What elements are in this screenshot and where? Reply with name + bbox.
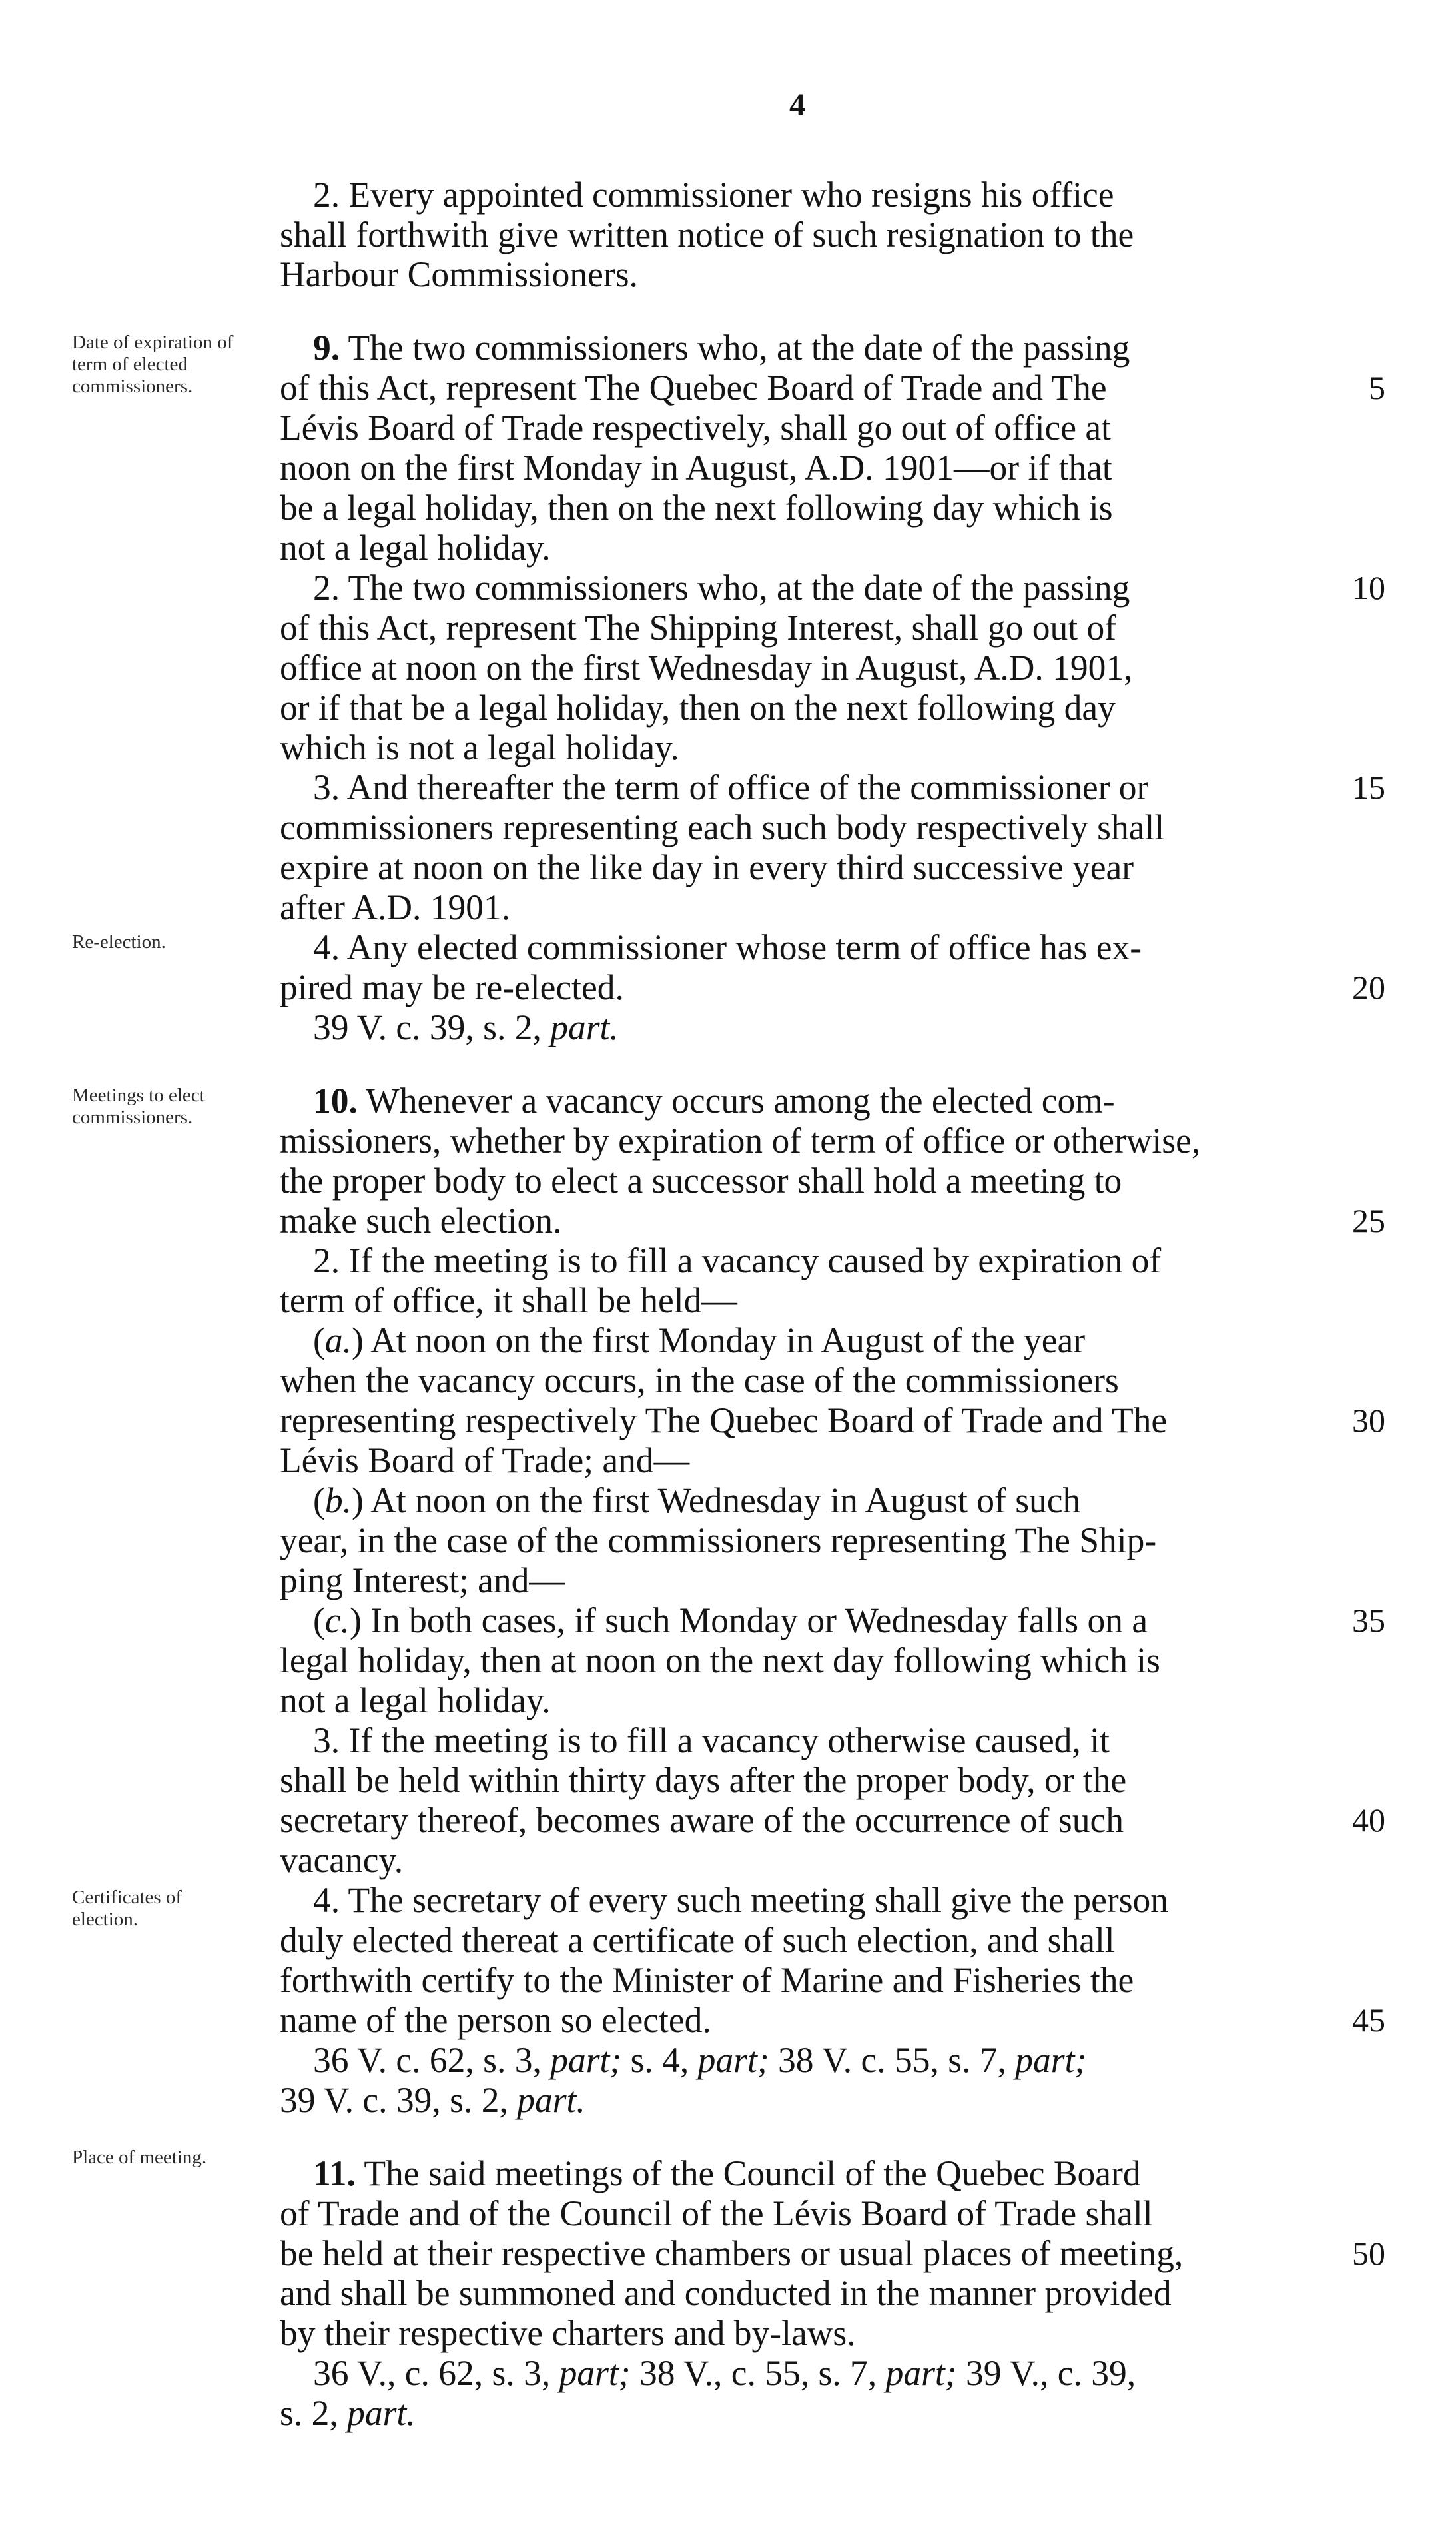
text-line: shall be held within thirty days after the proper body, or the [280, 1760, 1127, 1800]
section-10-heading-line [313, 1081, 1332, 1121]
text-fragment: 39 V. c. 39, s. 2, [280, 2080, 518, 2120]
text-line: name of the person so elected. [280, 2000, 711, 2040]
line-number: 5 [1369, 369, 1385, 406]
text-line: not a legal holiday. [280, 1680, 551, 1720]
text-fragment: b. [324, 1480, 352, 1520]
line-number: 45 [1352, 2001, 1385, 2039]
text-line: legal holiday, then at noon on the next day following which is [280, 1640, 1160, 1680]
text-line: of this Act, represent The Shipping Interest, shall go out of [280, 608, 1117, 648]
margin-note-date-of-expiration: Date of expiration of term of elected commissioners. [72, 332, 234, 397]
text-line: representing respectively The Quebec Board of Trade and The [280, 1400, 1168, 1440]
line-number: 25 [1352, 1202, 1385, 1239]
text-fragment: part. [347, 2393, 416, 2433]
text-fragment: Whenever a vacancy occurs among the elected com- [357, 1081, 1115, 1121]
text-line: office at noon on the first Wednesday in August, A.D. 1901, [280, 648, 1133, 688]
citation-line [313, 2040, 1332, 2081]
text-line: shall forthwith give written notice of such resignation to the [280, 215, 1134, 254]
text-fragment: ) At noon on the first Monday in August of the year [351, 1320, 1086, 1360]
text-line: 2. The two commissioners who, at the date of the passing [313, 568, 1130, 608]
text-line: term of office, it shall be held— [280, 1280, 737, 1320]
section-number: 9. [313, 328, 340, 368]
text-line: of Trade and of the Council of the Lévis Board of Trade shall [280, 2193, 1153, 2233]
text-line: 2. Every appointed commissioner who resigns his office [313, 175, 1114, 215]
text-line: 3. And thereafter the term of office of the commissioner or [313, 767, 1149, 807]
text-fragment: 36 V. c. 62, s. 3, [313, 2040, 551, 2080]
line-number: 30 [1352, 1402, 1385, 1439]
text-line: or if that be a legal holiday, then on the next following day [280, 688, 1116, 728]
text-line: 4. The secretary of every such meeting shall give the person [313, 1880, 1169, 1920]
text-line: not a legal holiday. [280, 528, 551, 568]
text-line: ping Interest; and— [280, 1560, 565, 1600]
text-line: noon on the first Monday in August, A.D. 1901—or if that [280, 448, 1112, 488]
text-fragment: part; [559, 2353, 631, 2393]
text-line: Harbour Commissioners. [280, 254, 638, 294]
text-line: of this Act, represent The Quebec Board of Trade and The [280, 368, 1107, 408]
text-line: when the vacancy occurs, in the case of the commissioners [280, 1360, 1119, 1400]
text-line: forthwith certify to the Minister of Marine and Fisheries the [280, 1960, 1134, 2000]
text-fragment: part; [697, 2040, 769, 2080]
line-number: 35 [1352, 1602, 1385, 1639]
text-line: 4. Any elected commissioner whose term of office has ex- [313, 927, 1142, 967]
text-fragment: part; [550, 2040, 622, 2080]
margin-note-meetings: Meetings to elect commissioners. [72, 1085, 205, 1128]
text-fragment: part. [550, 1007, 619, 1047]
line-number: 50 [1352, 2235, 1385, 2272]
citation-line [280, 2080, 1332, 2121]
text-fragment: ( [313, 1600, 325, 1640]
text-fragment: a. [324, 1320, 352, 1360]
text-line: which is not a legal holiday. [280, 728, 679, 767]
text-fragment: The said meetings of the Council of the Quebec Board [355, 2153, 1141, 2193]
text-line [313, 1600, 1332, 1641]
text-fragment: c. [324, 1600, 350, 1640]
text-fragment: ( [313, 1320, 325, 1360]
text-line: Lévis Board of Trade; and— [280, 1440, 690, 1480]
section-9-heading-line [313, 328, 1332, 368]
text-fragment: ) At noon on the first Wednesday in August of such [351, 1480, 1081, 1520]
text-line: vacancy. [280, 1840, 404, 1880]
line-number: 40 [1352, 1801, 1385, 1839]
margin-note-certificates: Certificates of election. [72, 1887, 182, 1930]
text-line: after A.D. 1901. [280, 887, 511, 927]
text-line: expire at noon on the like day in every third successive year [280, 847, 1134, 887]
margin-note-re-election: Re-election. [72, 931, 166, 953]
text-fragment: ) In both cases, if such Monday or Wednesday falls on a [349, 1600, 1148, 1640]
text-fragment: 39 V. c. 39, s. 2, [313, 1007, 551, 1047]
text-line: 3. If the meeting is to fill a vacancy otherwise caused, it [313, 1720, 1110, 1760]
text-fragment: The two commissioners who, at the date of the passing [340, 328, 1130, 368]
text-fragment: 38 V., c. 55, s. 7, [630, 2353, 886, 2393]
text-fragment: part; [1015, 2040, 1087, 2080]
line-number: 15 [1352, 769, 1385, 806]
section-number: 11. [313, 2153, 356, 2193]
citation-line [313, 2353, 1332, 2394]
text-line: the proper body to elect a successor shall hold a meeting to [280, 1161, 1122, 1201]
text-line: missioners, whether by expiration of term of office or otherwise, [280, 1121, 1201, 1161]
text-fragment: s. 4, [621, 2040, 698, 2080]
text-fragment: ( [313, 1480, 325, 1520]
text-line: commissioners representing each such body respectively shall [280, 807, 1165, 847]
text-line: year, in the case of the commissioners representing The Ship- [280, 1520, 1157, 1560]
section-11-heading-line [313, 2153, 1332, 2194]
text-line: be a legal holiday, then on the next following day which is [280, 488, 1113, 528]
text-line: 2. If the meeting is to fill a vacancy caused by expiration of [313, 1241, 1162, 1280]
text-line [313, 1480, 1332, 1521]
text-line: be held at their respective chambers or usual places of meeting, [280, 2233, 1184, 2273]
text-fragment: part; [885, 2353, 957, 2393]
text-line: make such election. [280, 1201, 562, 1241]
text-fragment: s. 2, [280, 2393, 348, 2433]
text-line: secretary thereof, becomes aware of the occurrence of such [280, 1800, 1124, 1840]
page-number: 4 [789, 87, 805, 123]
text-line: duly elected thereat a certificate of such election, and shall [280, 1920, 1115, 1960]
section-number: 10. [313, 1081, 358, 1121]
text-line [313, 1320, 1332, 1361]
citation-line [313, 1007, 1332, 1048]
text-line: Lévis Board of Trade respectively, shall go out of office at [280, 408, 1112, 448]
text-fragment: 39 V., c. 39, [956, 2353, 1136, 2393]
margin-note-place: Place of meeting. [72, 2147, 207, 2168]
citation-line [280, 2393, 1332, 2434]
text-fragment: 36 V., c. 62, s. 3, [313, 2353, 559, 2393]
text-line: by their respective charters and by-laws. [280, 2313, 856, 2353]
text-fragment: part. [517, 2080, 585, 2120]
text-line: pired may be re-elected. [280, 967, 624, 1007]
text-line: and shall be summoned and conducted in the manner provided [280, 2273, 1172, 2313]
text-fragment: 38 V. c. 55, s. 7, [769, 2040, 1016, 2080]
line-number: 20 [1352, 969, 1385, 1006]
line-number: 10 [1352, 569, 1385, 606]
